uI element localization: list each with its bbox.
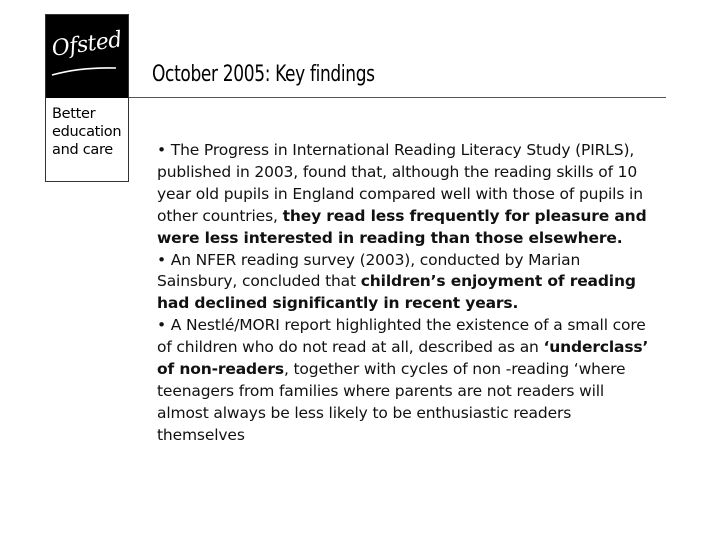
finding-emphasis: children’s enjoyment of reading had declined significantly in recent years.: [157, 272, 636, 313]
finding-text: The Progress in International Reading Literacy Study (PIRLS), published in 2003, found that, although the reading skills of 10 year old pupils in England compared well with those of pupils in other countries,: [157, 141, 643, 225]
finding-text-after: , together with cycles of non -reading ‘where teenagers from families where parents are not readers will almost always be less likely to be enthusiastic readers themselves: [157, 360, 626, 444]
title-underline: [129, 97, 666, 98]
bullet: •: [157, 141, 166, 159]
logo-swoosh-icon: [50, 65, 120, 79]
finding-text: An NFER reading survey (2003), conducted by Marian Sainsbury, concluded that: [157, 250, 581, 291]
finding-text: A Nestlé/MORI report highlighted the existence of a small core of children who do not read at all, described as an: [157, 316, 646, 357]
finding-emphasis: they read less frequently for pleasure and were less interested in reading than those elsewhere.: [157, 206, 647, 247]
finding-nfer: [157, 250, 657, 316]
findings-body: [157, 140, 657, 447]
logo-black-panel: [46, 15, 128, 98]
bullet: •: [157, 250, 166, 269]
slide-title: October 2005: Key findings: [152, 62, 375, 87]
ofsted-logo: [45, 14, 129, 182]
bullet: •: [157, 316, 166, 335]
finding-nestle-mori: [157, 315, 657, 446]
finding-emphasis: ‘underclass’ of non-readers: [157, 338, 649, 379]
logo-tagline: Better education and care: [52, 106, 122, 158]
finding-pirls: [157, 140, 657, 250]
logo-wordmark: Ofsted: [50, 27, 124, 62]
